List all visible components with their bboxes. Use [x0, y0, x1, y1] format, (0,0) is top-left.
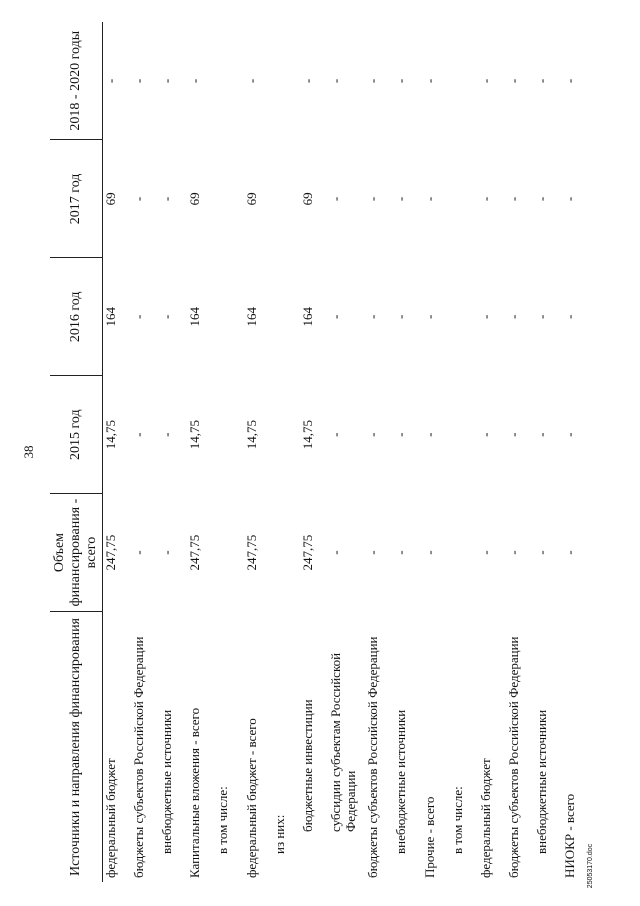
row-label: бюджеты субъектов Российской Федерации [505, 636, 521, 878]
header-total: Объем финансирования - всего [50, 494, 103, 612]
cell-value: 69 [243, 192, 259, 206]
cell-value: - [533, 550, 549, 555]
cell-value [272, 258, 300, 376]
cell-value: - [561, 196, 577, 202]
table-row [272, 22, 300, 882]
cell-value: - [131, 196, 147, 202]
cell-value [450, 494, 478, 612]
row-label: из них: [271, 814, 287, 854]
cell-value: - [159, 550, 175, 555]
cell-value: 247,75 [243, 534, 259, 571]
cell-value [450, 22, 478, 140]
header-2015: 2015 год [50, 376, 103, 494]
cell-value [215, 494, 243, 612]
cell-value: - [477, 196, 493, 202]
header-2016: 2016 год [50, 258, 103, 376]
row-label: в том числе: [215, 786, 231, 854]
row-label: бюджеты субъектов Российской Федерации [365, 636, 381, 878]
cell-value: - [561, 550, 577, 555]
header-2018-2020: 2018 - 2020 годы [50, 22, 103, 140]
row-label: Капитальные вложения - всего [187, 707, 203, 878]
cell-value: - [131, 432, 147, 437]
cell-value: 247,75 [299, 534, 315, 571]
cell-value: - [421, 196, 437, 202]
cell-value [450, 258, 478, 376]
cell-value: - [393, 314, 409, 319]
header-sources: Источники и направления финансирования [50, 612, 103, 883]
cell-value: - [131, 78, 147, 84]
row-label: федеральный бюджет [477, 758, 493, 878]
cell-value: 14,75 [103, 420, 118, 450]
cell-value: - [327, 432, 343, 437]
cell-value: 69 [103, 192, 118, 206]
cell-value [215, 140, 243, 258]
cell-value: - [533, 432, 549, 437]
cell-value: - [533, 314, 549, 319]
cell-value [272, 22, 300, 140]
cell-value: - [159, 314, 175, 319]
cell-value [272, 376, 300, 494]
table-header-row [50, 22, 103, 882]
cell-value: - [131, 314, 147, 319]
row-label: НИОКР - всего [561, 793, 577, 878]
cell-value: - [393, 78, 409, 84]
rotated-table-page [50, 22, 590, 882]
cell-value: - [421, 550, 437, 555]
cell-value: 69 [187, 192, 203, 206]
cell-value: - [327, 78, 343, 84]
cell-value: 14,75 [187, 420, 203, 450]
table-row [422, 22, 450, 882]
cell-value: - [477, 550, 493, 555]
cell-value: - [561, 78, 577, 84]
row-label: внебюджетные источники [393, 709, 409, 854]
cell-value: - [533, 78, 549, 84]
cell-value [215, 22, 243, 140]
cell-value: - [477, 432, 493, 437]
cell-value: 164 [103, 307, 118, 327]
row-label: Прочие - всего [421, 796, 437, 878]
cell-value: - [561, 314, 577, 319]
table-row [328, 22, 366, 882]
cell-value: 69 [299, 192, 315, 206]
page-number: 38 [21, 445, 36, 459]
table-row [215, 22, 243, 882]
cell-value: - [421, 314, 437, 319]
cell-value: - [393, 550, 409, 555]
row-label: бюджетные инвестиции [299, 699, 315, 832]
cell-value: 247,75 [103, 534, 118, 571]
row-label: в том числе: [449, 786, 465, 854]
cell-value: - [561, 432, 577, 437]
cell-value: - [393, 196, 409, 202]
table-row [300, 22, 328, 882]
cell-value: - [505, 78, 521, 84]
cell-value: - [365, 550, 381, 555]
cell-value: - [533, 196, 549, 202]
cell-value [450, 376, 478, 494]
row-label: внебюджетные источники [159, 709, 175, 854]
table-row [393, 22, 421, 882]
table-row [187, 22, 215, 882]
cell-value: - [131, 550, 147, 555]
table-row [365, 22, 393, 882]
table-row [244, 22, 272, 882]
cell-value: - [187, 78, 203, 84]
table-row [103, 22, 132, 882]
cell-value: - [327, 550, 343, 555]
table-row [159, 22, 187, 882]
cell-value: - [505, 314, 521, 319]
row-label: федеральный бюджет - всего [243, 718, 259, 878]
table-row [534, 22, 562, 882]
cell-value: - [477, 78, 493, 84]
row-label: внебюджетные источники [533, 709, 549, 854]
cell-value: - [327, 196, 343, 202]
table-row [131, 22, 159, 882]
cell-value: - [327, 314, 343, 319]
cell-value: - [421, 78, 437, 84]
cell-value: - [505, 550, 521, 555]
header-2017: 2017 год [50, 140, 103, 258]
cell-value: - [243, 78, 259, 84]
cell-value [272, 140, 300, 258]
cell-value: - [365, 78, 381, 84]
cell-value: - [365, 196, 381, 202]
cell-value: 14,75 [299, 420, 315, 450]
cell-value: - [477, 314, 493, 319]
cell-value: - [159, 78, 175, 84]
table-row [506, 22, 534, 882]
cell-value: 164 [299, 307, 315, 327]
file-label: 25053170.doc [587, 843, 594, 889]
cell-value: - [103, 78, 118, 84]
cell-value: 164 [243, 307, 259, 327]
cell-value [450, 140, 478, 258]
cell-value [215, 258, 243, 376]
cell-value: - [299, 78, 315, 84]
table-row [478, 22, 506, 882]
cell-value: - [159, 432, 175, 437]
cell-value: - [365, 314, 381, 319]
cell-value: - [421, 432, 437, 437]
table-row [562, 22, 590, 882]
table-row [450, 22, 478, 882]
cell-value: - [505, 432, 521, 437]
cell-value: - [365, 432, 381, 437]
row-label: федеральный бюджет [103, 758, 118, 878]
cell-value: - [505, 196, 521, 202]
cell-value: - [393, 432, 409, 437]
row-label: субсидии субъектам Российской Федерации [327, 652, 358, 832]
cell-value: 14,75 [243, 420, 259, 450]
cell-value: - [159, 196, 175, 202]
cell-value [272, 494, 300, 612]
cell-value [215, 376, 243, 494]
row-label: бюджеты субъектов Российской Федерации [131, 636, 147, 878]
cell-value: 247,75 [187, 534, 203, 571]
financing-table [50, 22, 590, 882]
cell-value: 164 [187, 307, 203, 327]
